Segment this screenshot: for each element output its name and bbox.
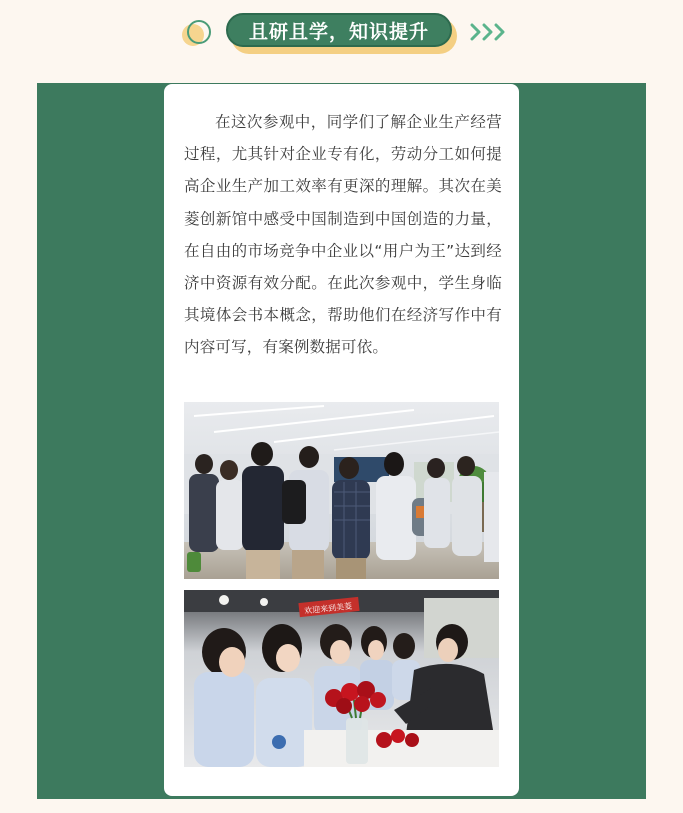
title-pill bbox=[226, 13, 452, 47]
article-paragraph: 在这次参观中，同学们了解企业生产经营过程，尤其针对企业专有化，劳动分工如何提高企业生产加工效率有更深的理解。其次在美菱创新馆中感受中国制造到中国创造的力量，在自由的市场竞争中企业以“用户为王”达到经济中资源有效分配。在此次参观中，学生身临其境体会书本概念，帮助他们在经济写作中有内容可写，有案例数据可依。 bbox=[184, 113, 502, 357]
exhibition-hall-photo bbox=[184, 402, 499, 579]
section-header bbox=[0, 0, 683, 72]
chevron-right-icon bbox=[494, 22, 506, 42]
section-title: 且研且学，知识提升 bbox=[248, 20, 429, 43]
chevron-right-icon bbox=[482, 22, 494, 42]
article-card bbox=[164, 84, 519, 796]
welcome-sign-text: 欢迎来到美菱 bbox=[303, 601, 353, 616]
flower-workshop-photo bbox=[184, 590, 499, 767]
chevron-right-icon bbox=[470, 22, 482, 42]
chevron-group bbox=[470, 22, 506, 42]
decorative-ring-icon bbox=[187, 20, 211, 44]
